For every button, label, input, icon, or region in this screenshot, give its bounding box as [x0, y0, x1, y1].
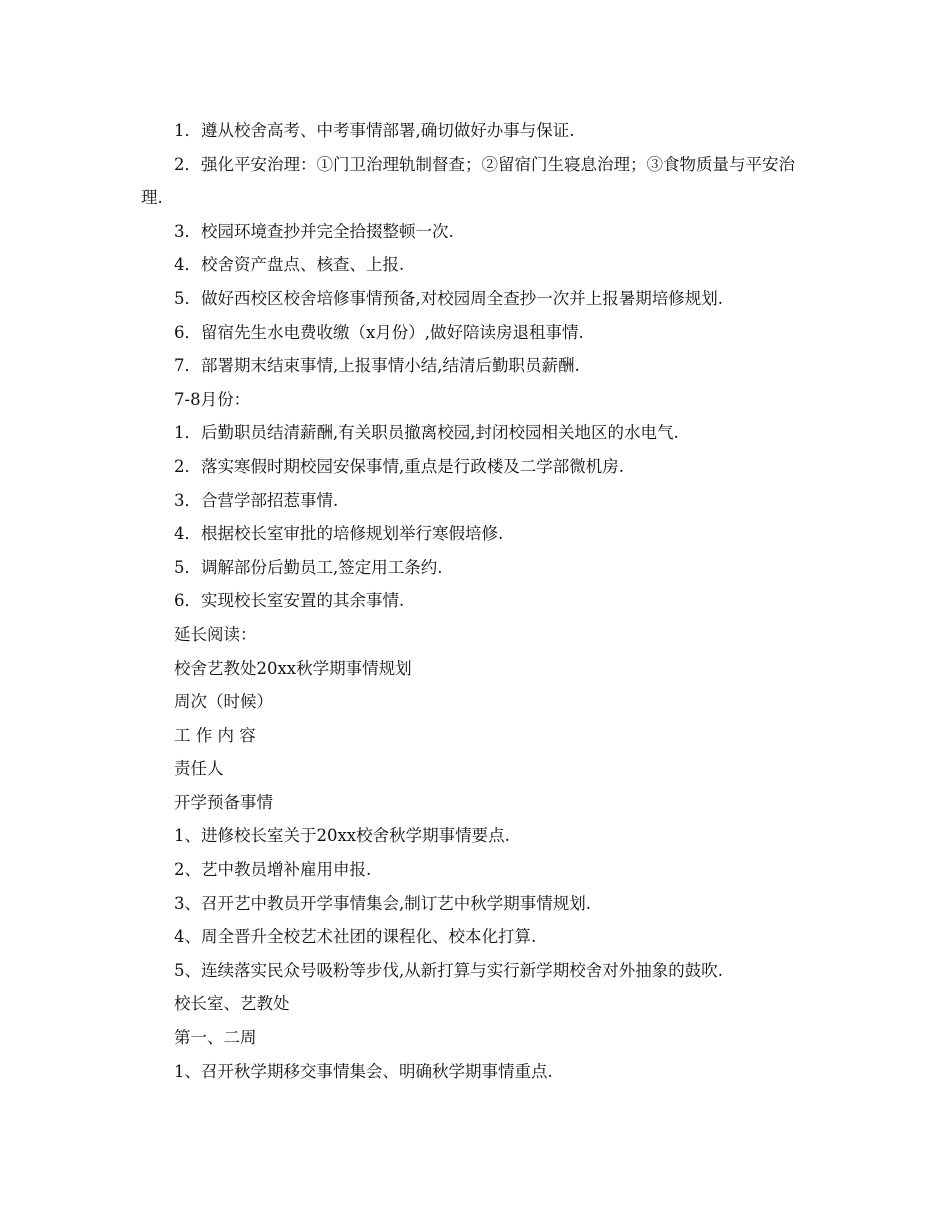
table-header-owner: 责任人 [174, 759, 224, 779]
paragraph: 5、连续落实民众号吸粉等步伐,从新打算与实行新学期校舍对外抽象的鼓吹. [174, 960, 723, 980]
paragraph: 4、周全晋升全校艺术社团的课程化、校本化打算. [174, 927, 537, 947]
paragraph: 7．部署期末结束事情,上报事情小结,结清后勤职员薪酬. [174, 356, 580, 376]
section-heading: 延长阅读： [174, 624, 257, 644]
paragraph: 2、艺中教员增补雇用申报. [174, 860, 372, 880]
paragraph: 6．留宿先生水电费收缴（x月份）,做好陪读房退租事情. [174, 322, 584, 342]
paragraph: 1、进修校长室关于20xx校舍秋学期事情要点. [174, 826, 510, 846]
paragraph: 5．做好西校区校舍培修事情预备,对校园周全查抄一次并上报暑期培修规划. [174, 288, 723, 308]
paragraph: 2．强化平安治理：①门卫治理轨制督查；②留宿门生寝息治理；③食物质量与平安治理. [141, 154, 795, 208]
paragraph: 1、召开秋学期移交事情集会、明确秋学期事情重点. [174, 1061, 553, 1081]
paragraph: 校长室、艺教处 [174, 994, 290, 1014]
section-heading: 7-8月份： [174, 389, 251, 409]
paragraph: 4．根据校长室审批的培修规划举行寒假培修. [174, 524, 504, 544]
paragraph: 第一、二周 [174, 1028, 257, 1048]
paragraph: 2．落实寒假时期校园安保事情,重点是行政楼及二学部微机房. [174, 456, 624, 476]
paragraph: 1．后勤职员结清薪酬,有关职员撤离校园,封闭校园相关地区的水电气. [174, 423, 679, 443]
table-header-content: 工 作 内 容 [174, 725, 256, 745]
table-header-week: 周次（时候） [174, 692, 273, 712]
paragraph: 4．校舍资产盘点、核查、上报. [174, 255, 405, 275]
document-subtitle: 校舍艺教处20xx秋学期事情规划 [174, 658, 412, 678]
document-body [141, 114, 813, 1088]
paragraph: 3．合营学部招惹事情. [174, 490, 339, 510]
paragraph: 3．校园环境查抄并完全拾掇整顿一次. [174, 221, 454, 241]
paragraph: 3、召开艺中教员开学事情集会,制订艺中秋学期事情规划. [174, 893, 591, 913]
paragraph: 6．实现校长室安置的其余事情. [174, 591, 405, 611]
paragraph: 5．调解部份后勤员工,签定用工条约. [174, 557, 443, 577]
paragraph: 1．遵从校舍高考、中考事情部署,确切做好办事与保证. [174, 121, 575, 140]
paragraph: 开学预备事情 [174, 792, 273, 812]
